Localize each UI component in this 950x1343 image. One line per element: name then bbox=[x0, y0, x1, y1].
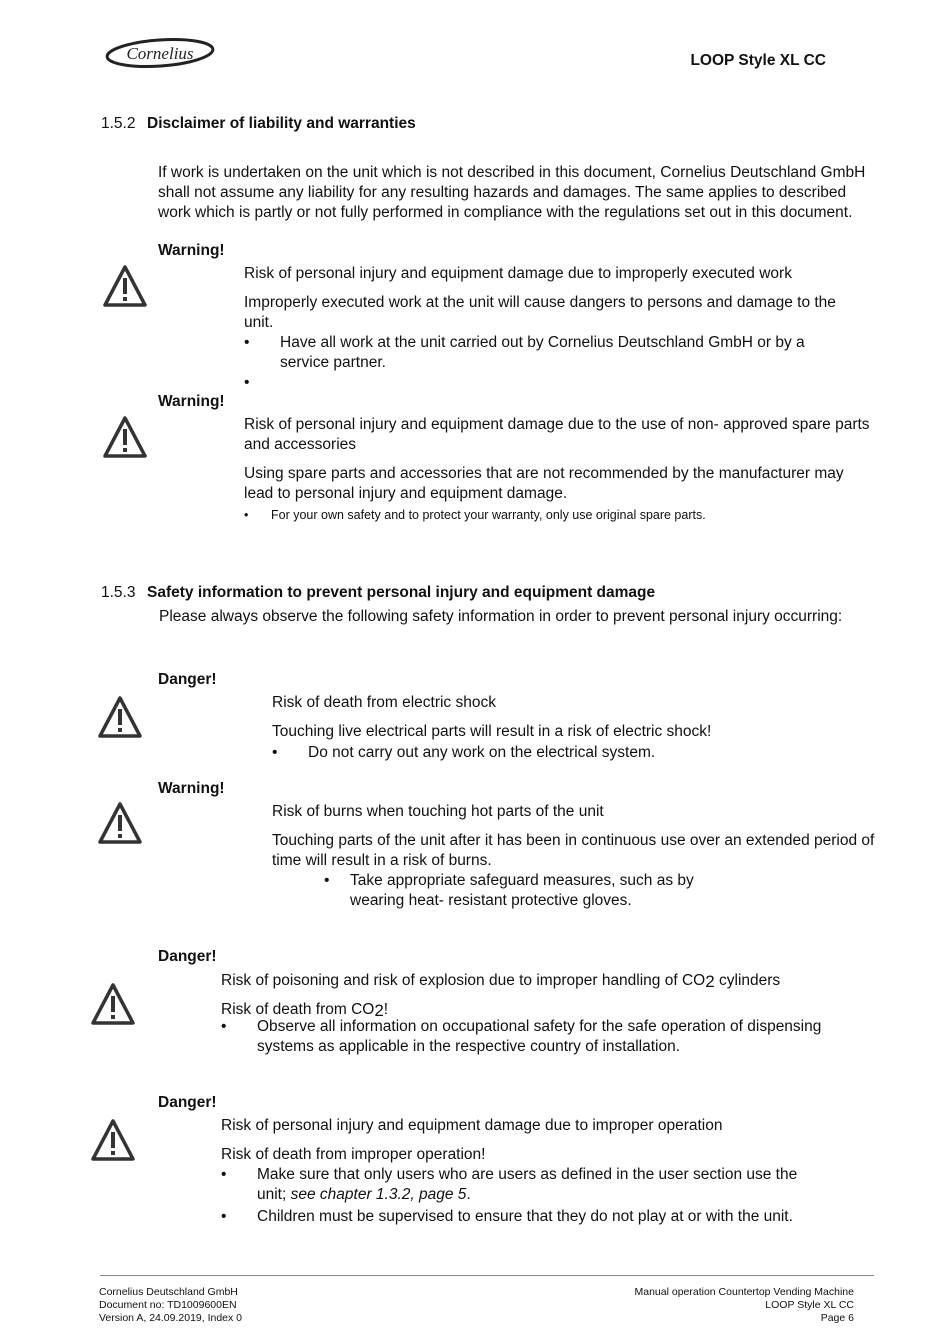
warning-bullet-list bbox=[244, 333, 805, 393]
warning-triangle-icon bbox=[90, 981, 136, 1027]
warning-body: Improperly executed work at the unit will cause dangers to persons and damage to the unit. bbox=[244, 294, 836, 331]
warning-body: Touching parts of the unit after it has been in continuous use over an extended period of time will result in a risk of burns. bbox=[272, 832, 875, 869]
footer-divider bbox=[100, 1275, 874, 1276]
warning-heading: Risk of burns when touching hot parts of the unit bbox=[272, 803, 604, 820]
list-item: • Children must be supervised to ensure that they do not play at or with the unit. bbox=[221, 1208, 793, 1225]
warning-label: Warning! bbox=[158, 393, 225, 410]
warning-triangle-icon bbox=[97, 694, 143, 740]
danger-body: Risk of death from CO2! bbox=[221, 1001, 389, 1020]
danger-body: Touching live electrical parts will result in a risk of electric shock! bbox=[272, 723, 712, 740]
danger-bullet-list bbox=[272, 743, 656, 763]
document-title: LOOP Style XL CC bbox=[690, 52, 826, 69]
svg-text:Cornelius: Cornelius bbox=[126, 44, 194, 63]
danger-label: Danger! bbox=[158, 671, 217, 688]
disclaimer-paragraph: If work is undertaken on the unit which is not described in this document, Cornelius Deutschland GmbH shall not assume any liability for any resulting hazards and damages. The same applies to described work which is partly or not fully performed in compliance with the regulations set out in this document. bbox=[158, 164, 866, 221]
danger-bullet-list bbox=[221, 1165, 798, 1227]
cornelius-logo bbox=[104, 36, 216, 70]
danger-label: Danger! bbox=[158, 1094, 217, 1111]
list-item: • Do not carry out any work on the electrical system. bbox=[272, 744, 656, 761]
warning-label: Warning! bbox=[158, 780, 225, 797]
list-item: • Observe all information on occupational safety for the safe operation of dispensing systems as applicable in the respective country of installation. bbox=[221, 1018, 822, 1055]
section-title: Disclaimer of liability and warranties bbox=[147, 115, 416, 132]
warning-bullet-list bbox=[324, 871, 694, 911]
section-intro: Please always observe the following safety information in order to prevent personal injury occurring: bbox=[159, 608, 843, 625]
warning-bullet-list bbox=[244, 505, 706, 525]
warning-heading: Risk of personal injury and equipment damage due to improperly executed work bbox=[244, 265, 792, 282]
footer-right: Manual operation Countertop Vending Machine LOOP Style XL CC Page 6 bbox=[634, 1286, 854, 1324]
danger-heading: Risk of personal injury and equipment damage due to improper operation bbox=[221, 1117, 723, 1134]
warning-body: Using spare parts and accessories that are not recommended by the manufacturer may lead to personal injury and equipment damage. bbox=[244, 465, 844, 502]
chapter-reference: see chapter 1.3.2, page 5 bbox=[290, 1186, 467, 1203]
footer-left: Cornelius Deutschland GmbH Document no: TD1009600EN Version A, 24.09.2019, Index 0 bbox=[99, 1286, 243, 1324]
warning-triangle-icon bbox=[102, 414, 148, 460]
list-item: • bbox=[244, 374, 250, 391]
warning-triangle-icon bbox=[102, 263, 148, 309]
page-number: Page 6 bbox=[820, 1312, 854, 1324]
list-item: • Take appropriate safeguard measures, such as by wearing heat- resistant protective gloves. bbox=[324, 872, 694, 909]
section-number: 1.5.2 bbox=[101, 115, 136, 132]
danger-label: Danger! bbox=[158, 948, 217, 965]
warning-triangle-icon bbox=[97, 800, 143, 846]
danger-bullet-list bbox=[221, 1017, 822, 1057]
section-number: 1.5.3 bbox=[101, 584, 136, 601]
list-item: • For your own safety and to protect your warranty, only use original spare parts. bbox=[244, 508, 706, 522]
warning-heading: Risk of personal injury and equipment damage due to the use of non- approved spare parts and accessories bbox=[244, 416, 870, 453]
warning-label: Warning! bbox=[158, 242, 225, 259]
section-title: Safety information to prevent personal injury and equipment damage bbox=[147, 584, 656, 601]
list-item: • Make sure that only users who are users as defined in the user section use the unit; see chapter 1.3.2, page 5. bbox=[221, 1166, 798, 1203]
warning-triangle-icon bbox=[90, 1117, 136, 1163]
danger-body: Risk of death from improper operation! bbox=[221, 1146, 486, 1163]
danger-heading: Risk of poisoning and risk of explosion due to improper handling of CO2 cylinders bbox=[221, 972, 781, 991]
danger-heading: Risk of death from electric shock bbox=[272, 694, 496, 711]
list-item: • Have all work at the unit carried out by Cornelius Deutschland GmbH or by a service partner. bbox=[244, 334, 805, 371]
